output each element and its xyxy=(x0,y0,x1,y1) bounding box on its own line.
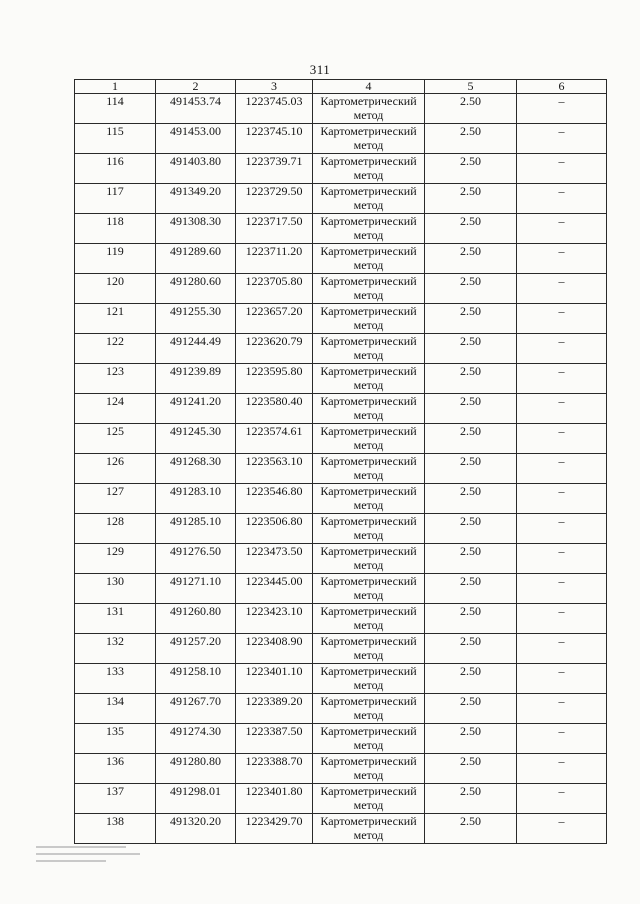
table-row xyxy=(75,334,607,364)
accuracy-cell: 2.50 xyxy=(425,694,517,724)
point-number-cell: 136 xyxy=(75,754,156,784)
table-row xyxy=(75,574,607,604)
point-number-cell: 121 xyxy=(75,304,156,334)
table-row xyxy=(75,694,607,724)
accuracy-cell: 2.50 xyxy=(425,364,517,394)
note-cell: – xyxy=(517,784,607,814)
method-cell: Картометрический метод xyxy=(313,94,425,124)
x-coordinate-cell: 491349.20 xyxy=(156,184,236,214)
x-coordinate-cell: 491453.74 xyxy=(156,94,236,124)
accuracy-cell: 2.50 xyxy=(425,124,517,154)
method-cell: Картометрический метод xyxy=(313,304,425,334)
point-number-cell: 138 xyxy=(75,814,156,844)
x-coordinate-cell: 491267.70 xyxy=(156,694,236,724)
x-coordinate-cell: 491283.10 xyxy=(156,484,236,514)
accuracy-cell: 2.50 xyxy=(425,634,517,664)
accuracy-cell: 2.50 xyxy=(425,334,517,364)
note-cell: – xyxy=(517,244,607,274)
x-coordinate-cell: 491244.49 xyxy=(156,334,236,364)
table-row xyxy=(75,544,607,574)
y-coordinate-cell: 1223580.40 xyxy=(236,394,313,424)
y-coordinate-cell: 1223745.10 xyxy=(236,124,313,154)
scan-artifact xyxy=(36,846,146,886)
y-coordinate-cell: 1223388.70 xyxy=(236,754,313,784)
y-coordinate-cell: 1223423.10 xyxy=(236,604,313,634)
x-coordinate-cell: 491271.10 xyxy=(156,574,236,604)
accuracy-cell: 2.50 xyxy=(425,184,517,214)
x-coordinate-cell: 491245.30 xyxy=(156,424,236,454)
method-cell: Картометрический метод xyxy=(313,454,425,484)
x-coordinate-cell: 491320.20 xyxy=(156,814,236,844)
accuracy-cell: 2.50 xyxy=(425,244,517,274)
y-coordinate-cell: 1223429.70 xyxy=(236,814,313,844)
y-coordinate-cell: 1223506.80 xyxy=(236,514,313,544)
x-coordinate-cell: 491285.10 xyxy=(156,514,236,544)
table-row xyxy=(75,634,607,664)
note-cell: – xyxy=(517,304,607,334)
point-number-cell: 126 xyxy=(75,454,156,484)
point-number-cell: 117 xyxy=(75,184,156,214)
table-header-row xyxy=(75,80,607,94)
method-cell: Картометрический метод xyxy=(313,184,425,214)
table-row xyxy=(75,214,607,244)
table-row xyxy=(75,274,607,304)
point-number-cell: 130 xyxy=(75,574,156,604)
column-header: 2 xyxy=(156,80,236,94)
table-row xyxy=(75,364,607,394)
point-number-cell: 133 xyxy=(75,664,156,694)
column-header: 3 xyxy=(236,80,313,94)
point-number-cell: 122 xyxy=(75,334,156,364)
table-row xyxy=(75,424,607,454)
x-coordinate-cell: 491289.60 xyxy=(156,244,236,274)
accuracy-cell: 2.50 xyxy=(425,274,517,304)
accuracy-cell: 2.50 xyxy=(425,814,517,844)
point-number-cell: 128 xyxy=(75,514,156,544)
point-number-cell: 137 xyxy=(75,784,156,814)
table-row xyxy=(75,724,607,754)
table-row xyxy=(75,394,607,424)
y-coordinate-cell: 1223401.80 xyxy=(236,784,313,814)
y-coordinate-cell: 1223546.80 xyxy=(236,484,313,514)
note-cell: – xyxy=(517,94,607,124)
accuracy-cell: 2.50 xyxy=(425,754,517,784)
table-row xyxy=(75,484,607,514)
method-cell: Картометрический метод xyxy=(313,124,425,154)
y-coordinate-cell: 1223401.10 xyxy=(236,664,313,694)
y-coordinate-cell: 1223729.50 xyxy=(236,184,313,214)
method-cell: Картометрический метод xyxy=(313,634,425,664)
column-header: 4 xyxy=(313,80,425,94)
note-cell: – xyxy=(517,694,607,724)
note-cell: – xyxy=(517,574,607,604)
column-header: 1 xyxy=(75,80,156,94)
x-coordinate-cell: 491403.80 xyxy=(156,154,236,184)
table-row xyxy=(75,454,607,484)
note-cell: – xyxy=(517,754,607,784)
point-number-cell: 116 xyxy=(75,154,156,184)
point-number-cell: 118 xyxy=(75,214,156,244)
method-cell: Картометрический метод xyxy=(313,604,425,634)
accuracy-cell: 2.50 xyxy=(425,664,517,694)
method-cell: Картометрический метод xyxy=(313,724,425,754)
note-cell: – xyxy=(517,664,607,694)
note-cell: – xyxy=(517,484,607,514)
point-number-cell: 125 xyxy=(75,424,156,454)
point-number-cell: 129 xyxy=(75,544,156,574)
y-coordinate-cell: 1223473.50 xyxy=(236,544,313,574)
note-cell: – xyxy=(517,814,607,844)
x-coordinate-cell: 491260.80 xyxy=(156,604,236,634)
x-coordinate-cell: 491257.20 xyxy=(156,634,236,664)
accuracy-cell: 2.50 xyxy=(425,544,517,574)
accuracy-cell: 2.50 xyxy=(425,394,517,424)
accuracy-cell: 2.50 xyxy=(425,484,517,514)
accuracy-cell: 2.50 xyxy=(425,94,517,124)
point-number-cell: 124 xyxy=(75,394,156,424)
x-coordinate-cell: 491280.60 xyxy=(156,274,236,304)
note-cell: – xyxy=(517,394,607,424)
method-cell: Картометрический метод xyxy=(313,754,425,784)
method-cell: Картометрический метод xyxy=(313,334,425,364)
method-cell: Картометрический метод xyxy=(313,244,425,274)
table-row xyxy=(75,814,607,844)
accuracy-cell: 2.50 xyxy=(425,604,517,634)
point-number-cell: 132 xyxy=(75,634,156,664)
accuracy-cell: 2.50 xyxy=(425,424,517,454)
x-coordinate-cell: 491308.30 xyxy=(156,214,236,244)
table-row xyxy=(75,664,607,694)
y-coordinate-cell: 1223657.20 xyxy=(236,304,313,334)
table-body xyxy=(75,94,607,844)
method-cell: Картометрический метод xyxy=(313,814,425,844)
note-cell: – xyxy=(517,184,607,214)
method-cell: Картометрический метод xyxy=(313,154,425,184)
y-coordinate-cell: 1223389.20 xyxy=(236,694,313,724)
point-number-cell: 119 xyxy=(75,244,156,274)
point-number-cell: 123 xyxy=(75,364,156,394)
coordinates-table xyxy=(74,79,607,844)
y-coordinate-cell: 1223563.10 xyxy=(236,454,313,484)
table-row xyxy=(75,754,607,784)
accuracy-cell: 2.50 xyxy=(425,214,517,244)
y-coordinate-cell: 1223445.00 xyxy=(236,574,313,604)
accuracy-cell: 2.50 xyxy=(425,574,517,604)
method-cell: Картометрический метод xyxy=(313,694,425,724)
y-coordinate-cell: 1223574.61 xyxy=(236,424,313,454)
note-cell: – xyxy=(517,604,607,634)
note-cell: – xyxy=(517,544,607,574)
y-coordinate-cell: 1223705.80 xyxy=(236,274,313,304)
table-row xyxy=(75,184,607,214)
x-coordinate-cell: 491280.80 xyxy=(156,754,236,784)
y-coordinate-cell: 1223711.20 xyxy=(236,244,313,274)
table-row xyxy=(75,304,607,334)
note-cell: – xyxy=(517,154,607,184)
method-cell: Картометрический метод xyxy=(313,424,425,454)
note-cell: – xyxy=(517,454,607,484)
table-row xyxy=(75,784,607,814)
y-coordinate-cell: 1223717.50 xyxy=(236,214,313,244)
x-coordinate-cell: 491276.50 xyxy=(156,544,236,574)
y-coordinate-cell: 1223739.71 xyxy=(236,154,313,184)
note-cell: – xyxy=(517,634,607,664)
point-number-cell: 115 xyxy=(75,124,156,154)
page-number: 311 xyxy=(309,62,331,77)
note-cell: – xyxy=(517,514,607,544)
point-number-cell: 131 xyxy=(75,604,156,634)
y-coordinate-cell: 1223620.79 xyxy=(236,334,313,364)
method-cell: Картометрический метод xyxy=(313,664,425,694)
note-cell: – xyxy=(517,424,607,454)
y-coordinate-cell: 1223387.50 xyxy=(236,724,313,754)
method-cell: Картометрический метод xyxy=(313,394,425,424)
x-coordinate-cell: 491241.20 xyxy=(156,394,236,424)
column-header: 5 xyxy=(425,80,517,94)
accuracy-cell: 2.50 xyxy=(425,724,517,754)
y-coordinate-cell: 1223595.80 xyxy=(236,364,313,394)
y-coordinate-cell: 1223745.03 xyxy=(236,94,313,124)
accuracy-cell: 2.50 xyxy=(425,154,517,184)
accuracy-cell: 2.50 xyxy=(425,304,517,334)
x-coordinate-cell: 491239.89 xyxy=(156,364,236,394)
table-row xyxy=(75,244,607,274)
x-coordinate-cell: 491258.10 xyxy=(156,664,236,694)
point-number-cell: 127 xyxy=(75,484,156,514)
point-number-cell: 114 xyxy=(75,94,156,124)
note-cell: – xyxy=(517,724,607,754)
note-cell: – xyxy=(517,364,607,394)
table-row xyxy=(75,604,607,634)
note-cell: – xyxy=(517,124,607,154)
y-coordinate-cell: 1223408.90 xyxy=(236,634,313,664)
table-row xyxy=(75,124,607,154)
method-cell: Картометрический метод xyxy=(313,364,425,394)
note-cell: – xyxy=(517,334,607,364)
note-cell: – xyxy=(517,214,607,244)
point-number-cell: 120 xyxy=(75,274,156,304)
x-coordinate-cell: 491255.30 xyxy=(156,304,236,334)
method-cell: Картометрический метод xyxy=(313,784,425,814)
x-coordinate-cell: 491274.30 xyxy=(156,724,236,754)
method-cell: Картометрический метод xyxy=(313,514,425,544)
method-cell: Картометрический метод xyxy=(313,574,425,604)
method-cell: Картометрический метод xyxy=(313,274,425,304)
accuracy-cell: 2.50 xyxy=(425,454,517,484)
table-row xyxy=(75,514,607,544)
column-header: 6 xyxy=(517,80,607,94)
method-cell: Картометрический метод xyxy=(313,544,425,574)
table-row xyxy=(75,94,607,124)
x-coordinate-cell: 491298.01 xyxy=(156,784,236,814)
accuracy-cell: 2.50 xyxy=(425,514,517,544)
note-cell: – xyxy=(517,274,607,304)
x-coordinate-cell: 491453.00 xyxy=(156,124,236,154)
point-number-cell: 134 xyxy=(75,694,156,724)
point-number-cell: 135 xyxy=(75,724,156,754)
method-cell: Картометрический метод xyxy=(313,214,425,244)
accuracy-cell: 2.50 xyxy=(425,784,517,814)
table-row xyxy=(75,154,607,184)
method-cell: Картометрический метод xyxy=(313,484,425,514)
x-coordinate-cell: 491268.30 xyxy=(156,454,236,484)
